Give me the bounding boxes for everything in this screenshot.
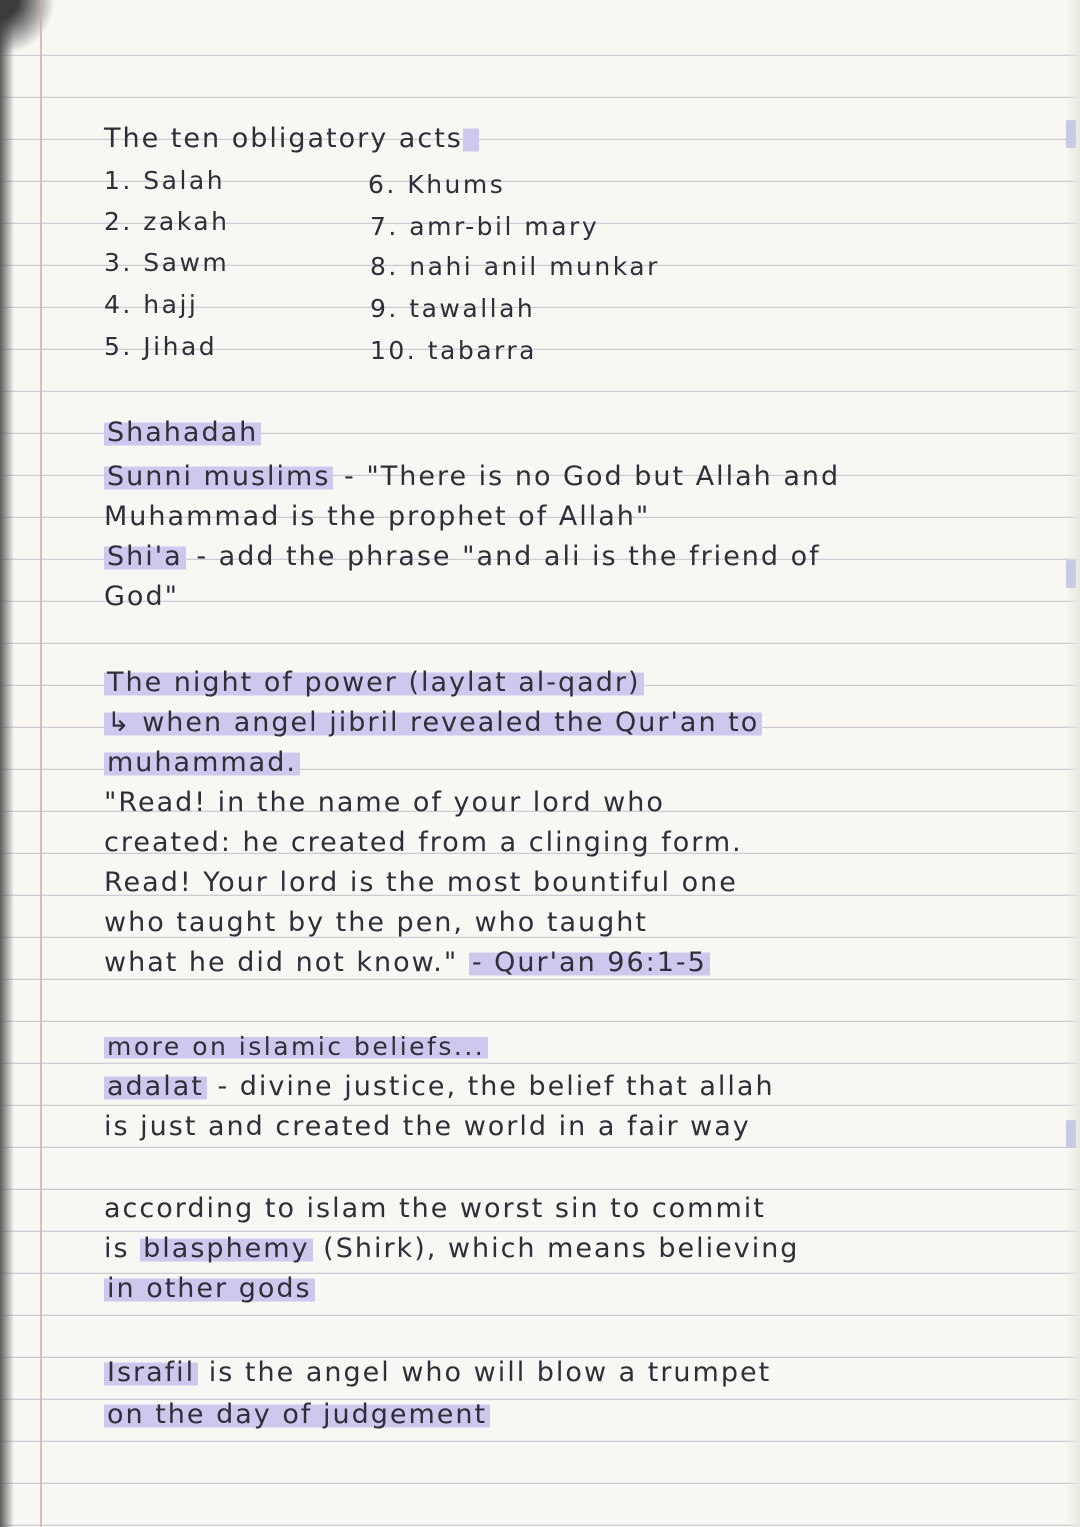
quran-citation: - Qur'an 96:1-5 bbox=[469, 947, 710, 978]
arrow-icon: ↳ bbox=[107, 707, 132, 738]
israfil-line-2: on the day of judgement bbox=[104, 1398, 490, 1432]
obligatory-acts-heading: The ten obligatory acts bbox=[104, 122, 479, 156]
page-tab-marker bbox=[1066, 1120, 1076, 1148]
quote-line: Read! Your lord is the most bountiful one bbox=[104, 867, 738, 898]
shia-line-2: God" bbox=[104, 581, 179, 612]
adalat-line-2: is just and created the world in a fair way bbox=[104, 1111, 751, 1142]
list-item: 2. zakah bbox=[104, 207, 230, 236]
shia-line: Shi'a - add the phrase "and ali is the friend of bbox=[104, 540, 821, 574]
israfil-line-1: Israfil is the angel who will blow a trumpet bbox=[104, 1356, 771, 1390]
list-item: 4. hajj bbox=[104, 290, 199, 319]
binding-shadow bbox=[0, 0, 14, 1527]
page-right-edge bbox=[1066, 0, 1080, 1527]
list-item: 8. nahi anil munkar bbox=[370, 252, 660, 281]
sunni-label: Sunni muslims bbox=[104, 461, 333, 492]
page-tab-marker bbox=[1066, 120, 1076, 148]
quote-line: created: he created from a clinging form. bbox=[104, 827, 743, 858]
sin-line-3: in other gods bbox=[104, 1272, 315, 1306]
israfil-name: Israfil bbox=[104, 1357, 198, 1388]
list-item: 3. Sawm bbox=[104, 248, 230, 277]
quote-line: "Read! in the name of your lord who bbox=[104, 787, 665, 818]
shia-label: Shi'a bbox=[104, 541, 186, 572]
adalat-line: adalat - divine justice, the belief that allah bbox=[104, 1070, 775, 1104]
night-of-power-line-1: ↳ when angel jibril revealed the Qur'an to bbox=[104, 706, 762, 740]
blasphemy-term: blasphemy bbox=[140, 1233, 312, 1264]
night-of-power-heading: The night of power (laylat al-qadr) bbox=[104, 666, 644, 700]
list-item: 10. tabarra bbox=[370, 336, 537, 365]
beliefs-heading: more on islamic beliefs... bbox=[104, 1030, 488, 1064]
night-of-power-line-2: muhammad. bbox=[104, 746, 300, 780]
sunni-line: Sunni muslims - "There is no God but Allah and bbox=[104, 460, 840, 494]
page-tab-marker bbox=[1066, 560, 1076, 588]
quote-last-line: what he did not know." - Qur'an 96:1-5 bbox=[104, 946, 710, 980]
margin-line bbox=[40, 0, 42, 1527]
list-item: 6. Khums bbox=[368, 170, 506, 199]
list-item: 9. tawallah bbox=[370, 294, 536, 323]
shahadah-heading: Shahadah bbox=[104, 416, 261, 450]
sunni-line-2: Muhammad is the prophet of Allah" bbox=[104, 501, 651, 532]
list-item: 7. amr-bil mary bbox=[370, 212, 600, 241]
sin-line-1: according to islam the worst sin to commit bbox=[104, 1193, 766, 1224]
list-item: 5. Jihad bbox=[104, 332, 218, 361]
adalat-label: adalat bbox=[104, 1071, 207, 1102]
corner-shadow bbox=[0, 0, 60, 60]
quote-line: who taught by the pen, who taught bbox=[104, 907, 648, 938]
list-item: 1. Salah bbox=[104, 166, 226, 195]
sin-line-2: is blasphemy (Shirk), which means believing bbox=[104, 1233, 800, 1264]
